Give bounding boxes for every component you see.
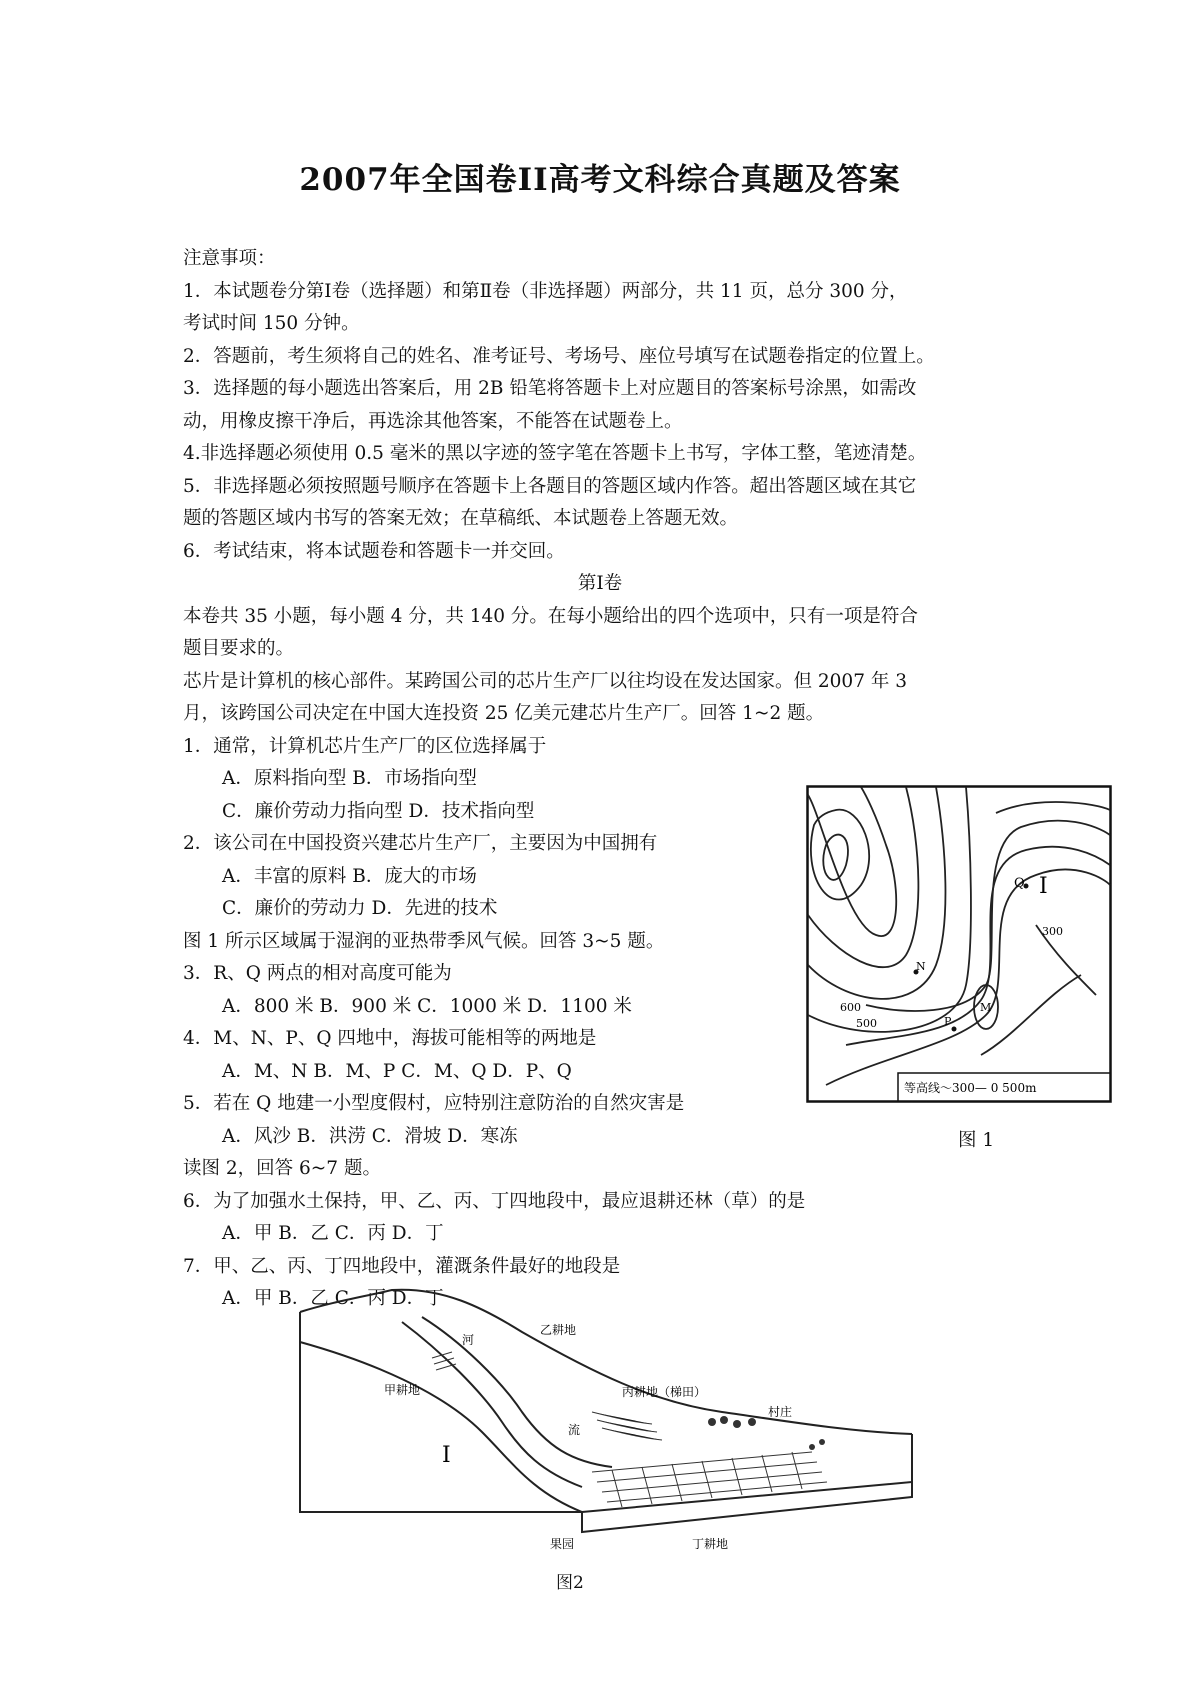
- point-m-label: M: [980, 1001, 992, 1014]
- notice-line: 考试时间 150 分钟。: [183, 313, 360, 334]
- question-stem: 6．为了加强水土保持，甲、乙、丙、丁四地段中，最应退耕还林（草）的是: [183, 1191, 806, 1212]
- passage-text: 读图 2，回答 6~7 题。: [183, 1158, 381, 1179]
- label-orchard: 果园: [550, 1537, 575, 1551]
- contour-300-label: 300: [1042, 925, 1063, 938]
- label-river-liu: 流: [568, 1423, 581, 1437]
- label-bing-farmland: 丙耕地（梯田）: [622, 1385, 707, 1399]
- label-river-he: 河: [462, 1333, 475, 1347]
- point-n-label: N: [916, 960, 926, 973]
- section-title: 第Ⅰ卷: [577, 573, 623, 594]
- figure-2-caption: 图2: [556, 1573, 584, 1593]
- label-ding-farmland: 丁耕地: [692, 1537, 729, 1551]
- question-options: A．800 米 B．900 米 C．1000 米 D．1100 米: [222, 996, 632, 1017]
- question-stem: 3．R、Q 两点的相对高度可能为: [183, 963, 452, 984]
- notice-line: 1．本试题卷分第Ⅰ卷（选择题）和第Ⅱ卷（非选择题）两部分，共 11 页，总分 300 分，: [183, 281, 908, 302]
- question-options: C．廉价的劳动力 D．先进的技术: [222, 898, 498, 919]
- notice-line: 5．非选择题必须按照题号顺序在答题卡上各题目的答题区域内作答。超出答题区域在其它: [183, 476, 917, 497]
- notice-line: 6．考试结束，将本试题卷和答题卡一并交回。: [183, 541, 565, 562]
- question-options: C．廉价劳动力指向型 D．技术指向型: [222, 801, 535, 822]
- svg-text:I: I: [442, 1443, 451, 1468]
- figure-1-legend: 等高线～300— 0 500m: [904, 1081, 1037, 1095]
- question-options: A．风沙 B．洪涝 C．滑坡 D．寒冻: [222, 1126, 518, 1147]
- page-title: 2007年全国卷II高考文科综合真题及答案: [299, 162, 901, 198]
- contour-500-label: 500: [856, 1017, 877, 1030]
- question-stem: 1．通常，计算机芯片生产厂的区位选择属于: [183, 736, 547, 757]
- question-options: A．原料指向型 B．市场指向型: [222, 768, 477, 789]
- question-stem: 5．若在 Q 地建一小型度假村，应特别注意防治的自然灾害是: [183, 1093, 685, 1114]
- question-options: A．甲 B．乙 C．丙 D．丁: [222, 1223, 444, 1244]
- notice-line: 动，用橡皮擦干净后，再选涂其他答案，不能答在试题卷上。: [183, 411, 683, 432]
- svg-text:I: I: [1039, 874, 1048, 899]
- contour-600-label: 600: [840, 1001, 861, 1014]
- question-stem: 4．M、N、P、Q 四地中，海拔可能相等的两地是: [183, 1028, 597, 1049]
- section-intro: 本卷共 35 小题，每小题 4 分，共 140 分。在每小题给出的四个选项中，只有一项是符合: [183, 606, 918, 627]
- notice-line: 3．选择题的每小题选出答案后，用 2B 铅笔将答题卡上对应题目的答案标号涂黑，如需改: [183, 378, 917, 399]
- figure-2-slope-diagram: [292, 1282, 924, 1562]
- label-village: 村庄: [768, 1405, 793, 1419]
- notice-line: 4.非选择题必须使用 0.5 毫米的黑以字迹的签字笔在答题卡上书写，字体工整，笔迹清楚。: [183, 443, 927, 464]
- passage-text: 图 1 所示区域属于湿润的亚热带季风气候。回答 3~5 题。: [183, 931, 665, 952]
- point-p-label: P: [944, 1015, 952, 1028]
- question-options: A．丰富的原料 B．庞大的市场: [222, 866, 477, 887]
- point-q-label: Q: [1014, 876, 1025, 891]
- question-options: A．M、N B．M、P C．M、Q D．P、Q: [222, 1061, 572, 1082]
- section-intro: 题目要求的。: [183, 638, 295, 659]
- question-stem: 7．甲、乙、丙、丁四地段中，灌溉条件最好的地段是: [183, 1256, 621, 1277]
- label-jia-farmland: 甲耕地: [384, 1383, 421, 1397]
- notice-line: 2．答题前，考生须将自己的姓名、准考证号、考场号、座位号填写在试题卷指定的位置上。: [183, 346, 935, 367]
- passage-text: 月，该跨国公司决定在中国大连投资 25 亿美元建芯片生产厂。回答 1~2 题。: [183, 703, 825, 724]
- question-options: A．甲 B．乙 C．丙 D．丁: [222, 1288, 444, 1309]
- question-stem: 2．该公司在中国投资兴建芯片生产厂，主要因为中国拥有: [183, 833, 658, 854]
- notice-line: 题的答题区域内书写的答案无效；在草稿纸、本试题卷上答题无效。: [183, 508, 739, 529]
- notice-heading: 注意事项：: [183, 248, 276, 269]
- figure-1-contour-map: [806, 785, 1112, 1103]
- passage-text: 芯片是计算机的核心部件。某跨国公司的芯片生产厂以往均设在发达国家。但 2007 年 3: [183, 671, 907, 692]
- label-yi-farmland: 乙耕地: [540, 1323, 577, 1337]
- figure-1-caption: 图 1: [958, 1130, 995, 1151]
